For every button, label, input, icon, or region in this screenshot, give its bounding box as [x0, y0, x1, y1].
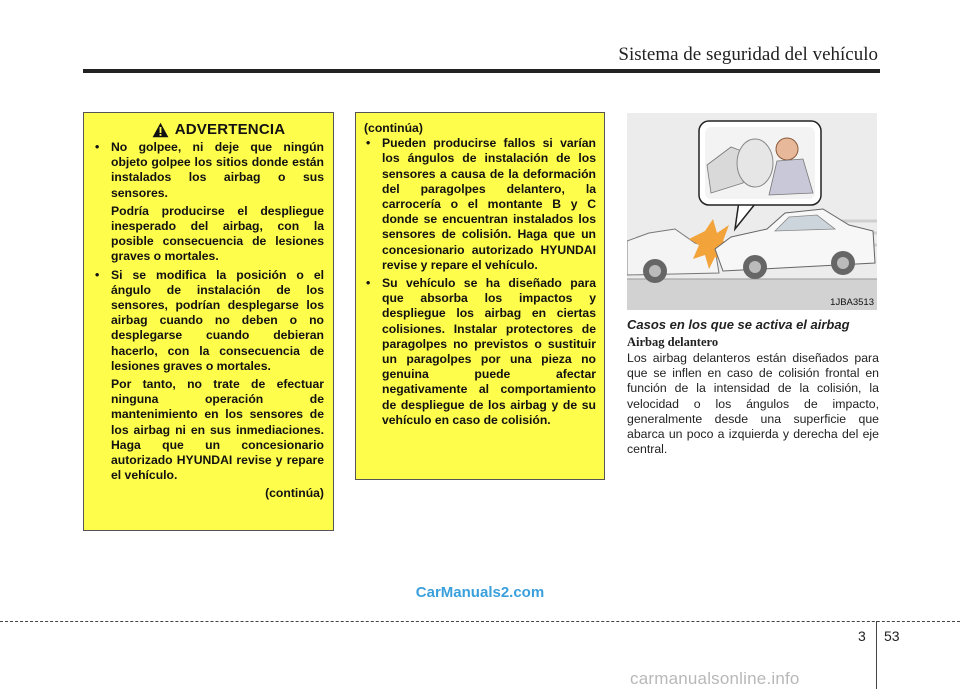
warning-title: ADVERTENCIA [174, 121, 286, 139]
airbag-collision-illustration [627, 113, 877, 310]
collision-drawing [627, 113, 877, 310]
section-body-text: Los airbag delanteros están diseñados para que se inflen en caso de colisión frontal en función de la intensidad de la colisión, la velocidad o los ángulos de impacto, generalmente desde una superficie que abarca un poco a izquierda y derecha del eje central. [627, 351, 879, 457]
warning-item-text: Su vehículo se ha diseñado para que absorba los impactos y despliegue los airbag en ciertas colisiones. Instalar protectores de paragolpes no previstos o sustituir un paragolpes por una pieza no genuina puede afectar negativamente al comportamiento de despliegue de los airbag y de su vehículo en caso de colisión. [382, 276, 596, 427]
continued-warning-box [355, 112, 605, 480]
warning-item [93, 140, 324, 265]
warning-heading [113, 122, 324, 138]
bullet: • [95, 267, 100, 282]
page-header-title: Sistema de seguridad del vehículo [618, 44, 878, 65]
continued-label: (continúa) [364, 121, 423, 135]
header-rule [83, 69, 880, 73]
warning-item-text: Si se modifica la posición o el ángulo de instalación de los sensores, podrían desplegarse los airbag cuando no deben o no desplegarse cuando debieran hacerlo, con la consecuencia de lesiones graves o mortales. [111, 267, 324, 373]
bullet: • [95, 140, 100, 154]
warning-item [364, 136, 596, 273]
section-subheading: Airbag delantero [627, 335, 719, 349]
warning-item-text: Pueden producirse fallos si varían los ángulos de instalación de los sensores a causa de la deformación del paragolpes delantero, la carrocería o el montante B y C donde se encuentran instalados los sensores de colisión. Haga que un concesionario autorizado HYUNDAI revise y repare el vehículo. [382, 136, 596, 272]
bottom-watermark: carmanualsonline.info [630, 669, 800, 688]
bullet: • [366, 276, 371, 291]
bullet: • [366, 136, 371, 151]
warning-item [93, 268, 324, 484]
footer-rule [0, 621, 960, 622]
illustration-code: 1JBA3513 [830, 297, 874, 308]
warning-item-consequence: Podría producirse el despliegue inesperado del airbag, con la posible consecuencia de lesiones graves o mortales. [111, 203, 324, 264]
chapter-number: 3 [858, 628, 866, 644]
warning-box [83, 112, 334, 531]
warning-item-consequence: Por tanto, no trate de efectuar ninguna operación de mantenimiento en los sensores de los airbag ni en sus inmediaciones. Haga que un concesionario autorizado HYUNDAI revise y repare el vehículo. [111, 377, 324, 483]
warning-triangle-icon [152, 122, 169, 138]
site-watermark: CarManuals2.com [415, 584, 545, 601]
continues-label: (continúa) [265, 486, 324, 501]
page-number: 53 [884, 628, 900, 644]
warning-item-text: No golpee, ni deje que ningún objeto golpee los sitios donde están instalados los airbag o sus sensores. [111, 140, 324, 200]
continued-list [364, 136, 596, 428]
page-number-divider [876, 621, 877, 689]
warning-list [93, 140, 324, 483]
warning-item [364, 276, 596, 428]
illustration-caption: Casos en los que se activa el airbag [627, 317, 850, 332]
